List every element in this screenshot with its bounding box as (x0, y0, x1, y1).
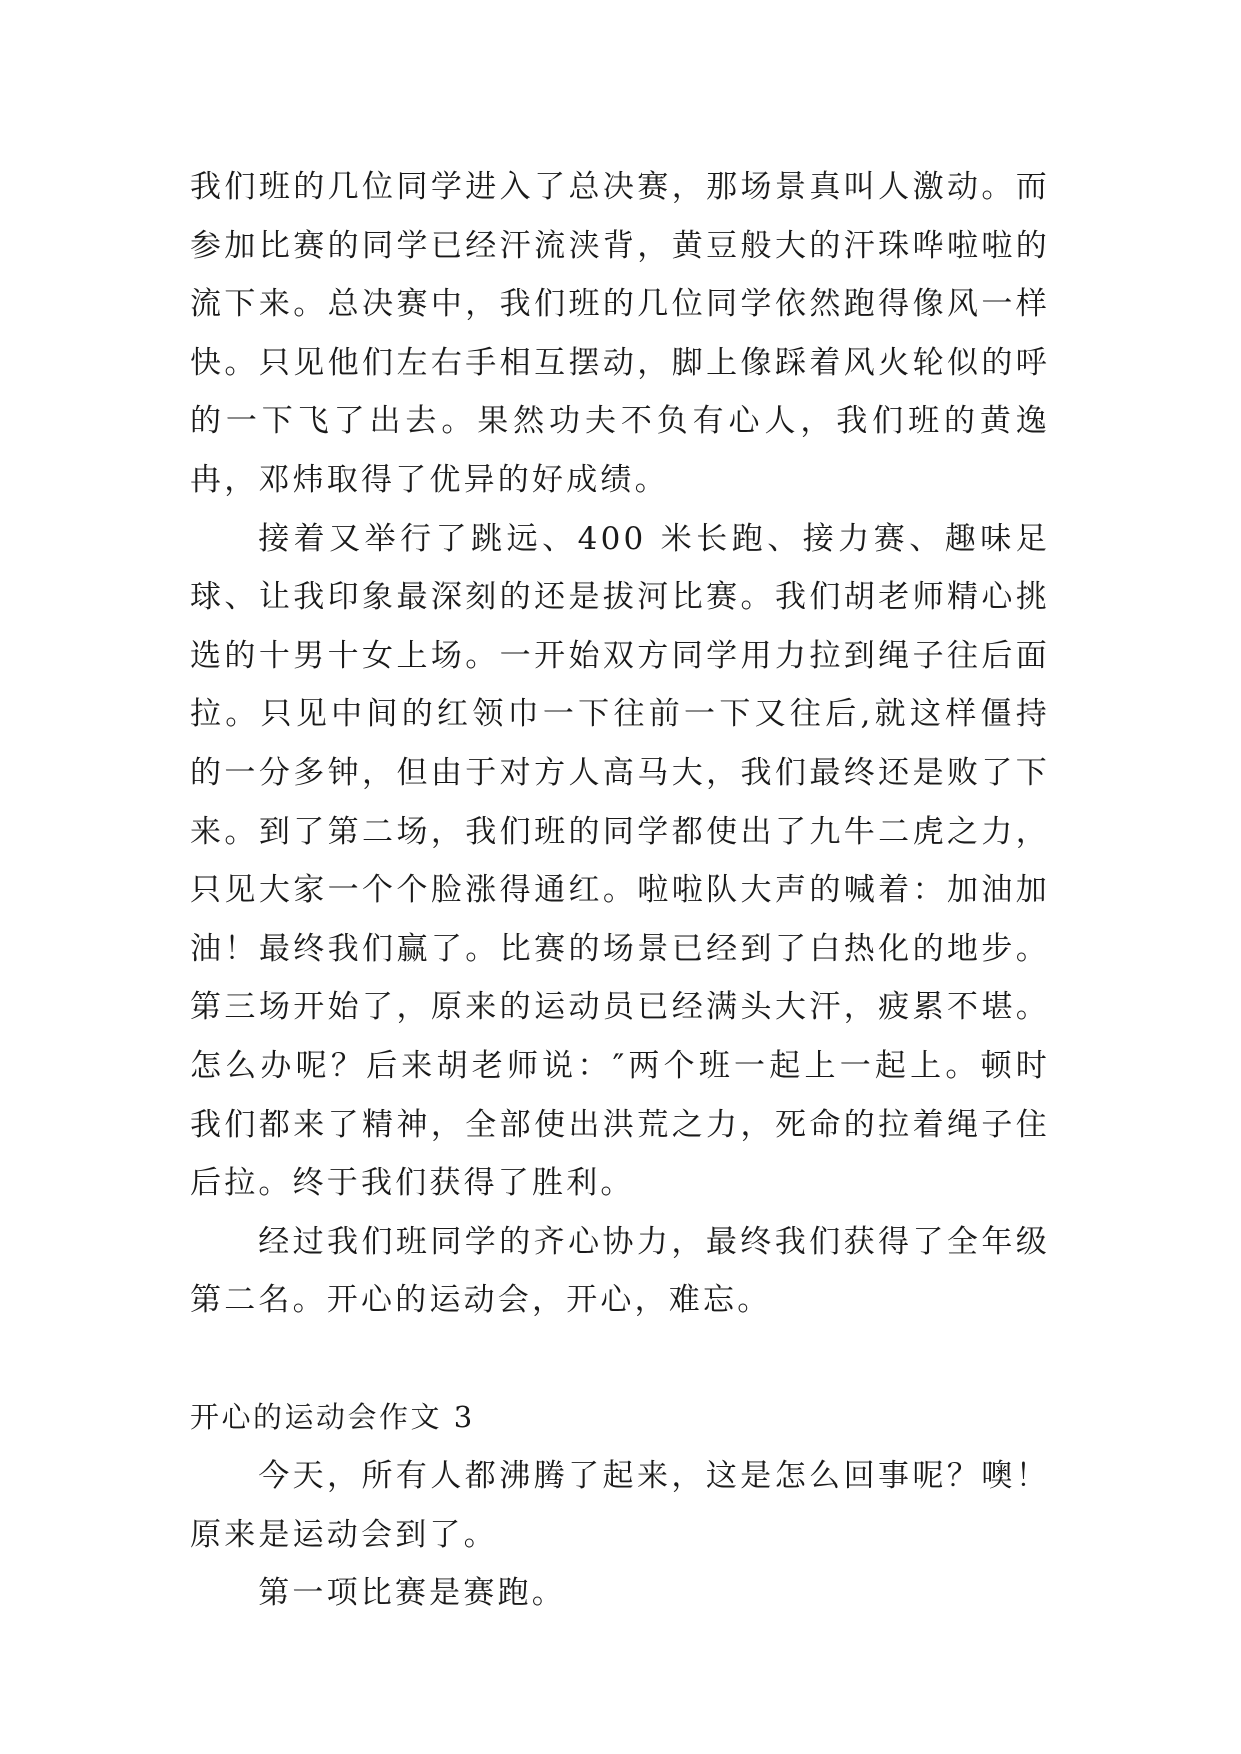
section-gap (190, 1330, 1050, 1389)
document-body (190, 158, 1050, 1623)
paragraph-conclusion: 经过我们班同学的齐心协力，最终我们获得了全年级第二名。开心的运动会，开心，难忘。 (190, 1223, 1050, 1319)
paragraph-intro: 今天，所有人都沸腾了起来，这是怎么回事呢？噢！原来是运动会到了。 (190, 1458, 1050, 1553)
paragraph-tug-of-war: 接着又举行了跳远、400 米长跑、接力赛、趣味足球、让我印象最深刻的还是拔河比赛。我们胡老师精心挑选的十男十女上场。一开始双方同学用力拉到绳子往后面拉。只见中间的红领巾一下往前一下又往后,就这样僵持的一分多钟，但由于对方人高马大，我们最终还是败了下来。到了第二场，我们班的同学都使出了九牛二虎之力，只见大家一个个脸涨得通红。啦啦队大声的喊着：加油加油！最终我们赢了。比赛的场景已经到了白热化的地步。第三场开始了，原来的运动员已经满头大汗，疲累不堪。怎么办呢？后来胡老师说：″两个班一起上一起上。顿时我们都来了精神，全部使出洪荒之力，死命的拉着绳子住后拉。终于我们获得了胜利。 (190, 520, 1050, 1202)
paragraph-first-event: 第一项比赛是赛跑。 (258, 1575, 566, 1612)
section-title: 开心的运动会作文 3 (190, 1400, 475, 1435)
paragraph-final-race: 我们班的几位同学进入了总决赛，那场景真叫人激动。而参加比赛的同学已经汗流浃背，黄豆般大的汗珠哗啦啦的流下来。总决赛中，我们班的几位同学依然跑得像风一样快。只见他们左右手相互摆动，脚上像踩着风火轮似的呼的一下飞了出去。果然功夫不负有心人，我们班的黄逸冉，邓炜取得了优异的好成绩。 (190, 169, 1050, 498)
